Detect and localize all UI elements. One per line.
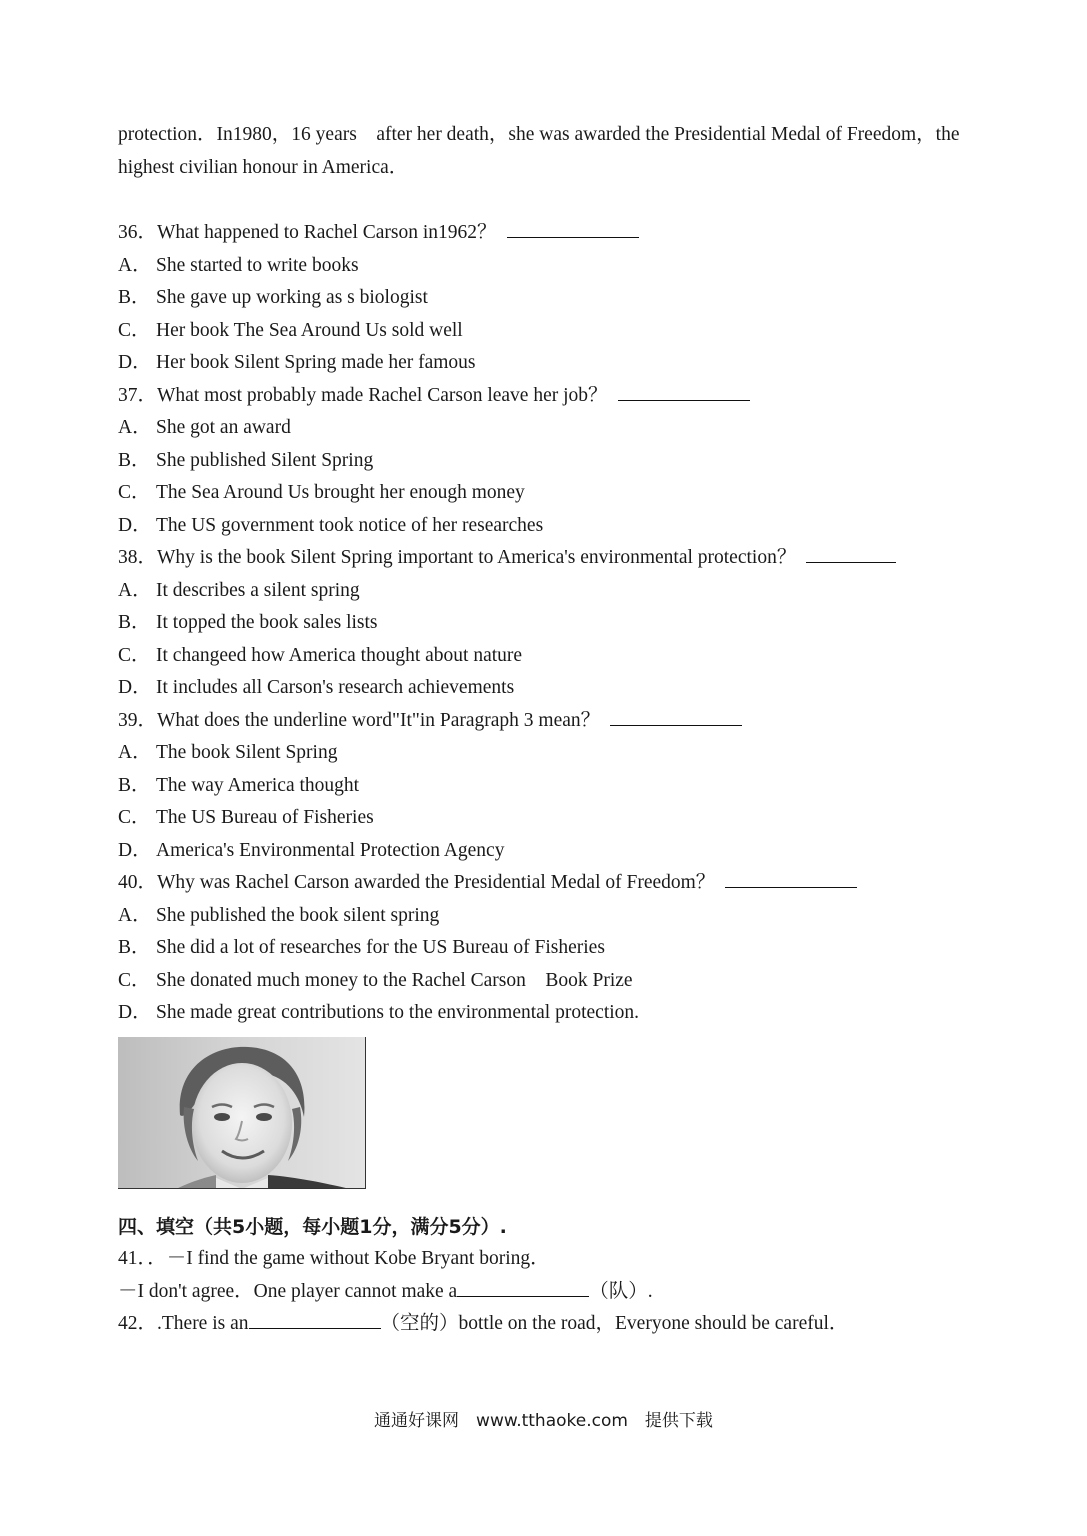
question-stem: 40．Why was Rachel Carson awarded the Presidential Medal of Freedom？ xyxy=(118,867,998,900)
question-38 xyxy=(118,542,998,705)
option-d: D． The US government took notice of her researches xyxy=(118,514,544,536)
option-d: D． She made great contributions to the environmental protection. xyxy=(118,1002,640,1023)
option-a: A． The book Silent Spring xyxy=(118,742,338,763)
option-d: D． Her book Silent Spring made her famous xyxy=(118,352,476,373)
option-b: B． The way America thought xyxy=(118,774,360,796)
option-a: A． It describes a silent spring xyxy=(118,579,360,601)
question-37 xyxy=(118,380,998,543)
option-c: C． It changeed how America thought about nature xyxy=(118,644,523,666)
portrait-image xyxy=(118,1037,366,1189)
option-d: D． America's Environmental Protection Agency xyxy=(118,839,505,861)
question-42: 42．.There is an （空的）bottle on the road，Everyone should be careful． xyxy=(118,1313,849,1334)
option-b: B． She published Silent Spring xyxy=(118,449,374,471)
page-footer: 通通好课网 www.tthaoke.com 提供下载 xyxy=(374,1411,713,1431)
option-b: B． She did a lot of researches for the US Bureau of Fisheries xyxy=(118,937,605,958)
question-stem: 38．Why is the book Silent Spring important to America's environmental protection？ xyxy=(118,542,998,575)
option-a: A． She published the book silent spring xyxy=(118,904,440,926)
question-39 xyxy=(118,705,998,868)
option-c: C． She donated much money to the Rachel Carson Book Prize xyxy=(118,969,633,991)
option-b: B． It topped the book sales lists xyxy=(118,612,378,633)
option-b: B． She gave up working as s biologist xyxy=(118,287,428,308)
section-four-heading: 四、填空（共5小题，每小题1分，满分5分）. xyxy=(118,1215,507,1238)
option-c: C． The US Bureau of Fisheries xyxy=(118,807,374,828)
question-41-line1: 41．．－I find the game without Kobe Bryant boring． xyxy=(118,1248,550,1269)
answer-blank[interactable] xyxy=(507,236,639,238)
question-41-line2: －I don't agree．One player cannot make a （队）. xyxy=(118,1280,653,1302)
question-36 xyxy=(118,217,998,380)
question-stem: 39．What does the underline word"It"in Paragraph 3 mean？ xyxy=(118,705,998,738)
option-d: D． It includes all Carson's research achievements xyxy=(118,677,515,698)
option-a: A． She got an award xyxy=(118,417,291,438)
fill-blank-41[interactable] xyxy=(457,1295,589,1297)
fill-blank-42[interactable] xyxy=(249,1327,381,1329)
answer-blank[interactable] xyxy=(806,561,896,563)
question-stem: 37．What most probably made Rachel Carson leave her job？ xyxy=(118,380,998,413)
option-c: C． Her book The Sea Around Us sold well xyxy=(118,319,463,341)
option-a: A． She started to write books xyxy=(118,254,359,276)
answer-blank[interactable] xyxy=(610,724,742,726)
question-stem: 36．What happened to Rachel Carson in1962？ xyxy=(118,217,998,250)
answer-blank[interactable] xyxy=(618,399,750,401)
portrait-photo xyxy=(118,1037,366,1189)
answer-blank[interactable] xyxy=(725,886,857,888)
intro-paragraph: protection．In1980，16 years after her death，she was awarded the Presidential Medal of Freedom，the highest civilian honour in America． xyxy=(118,124,960,178)
question-40 xyxy=(118,867,998,1030)
option-c: C． The Sea Around Us brought her enough money xyxy=(118,482,525,503)
document-page xyxy=(118,119,998,1341)
